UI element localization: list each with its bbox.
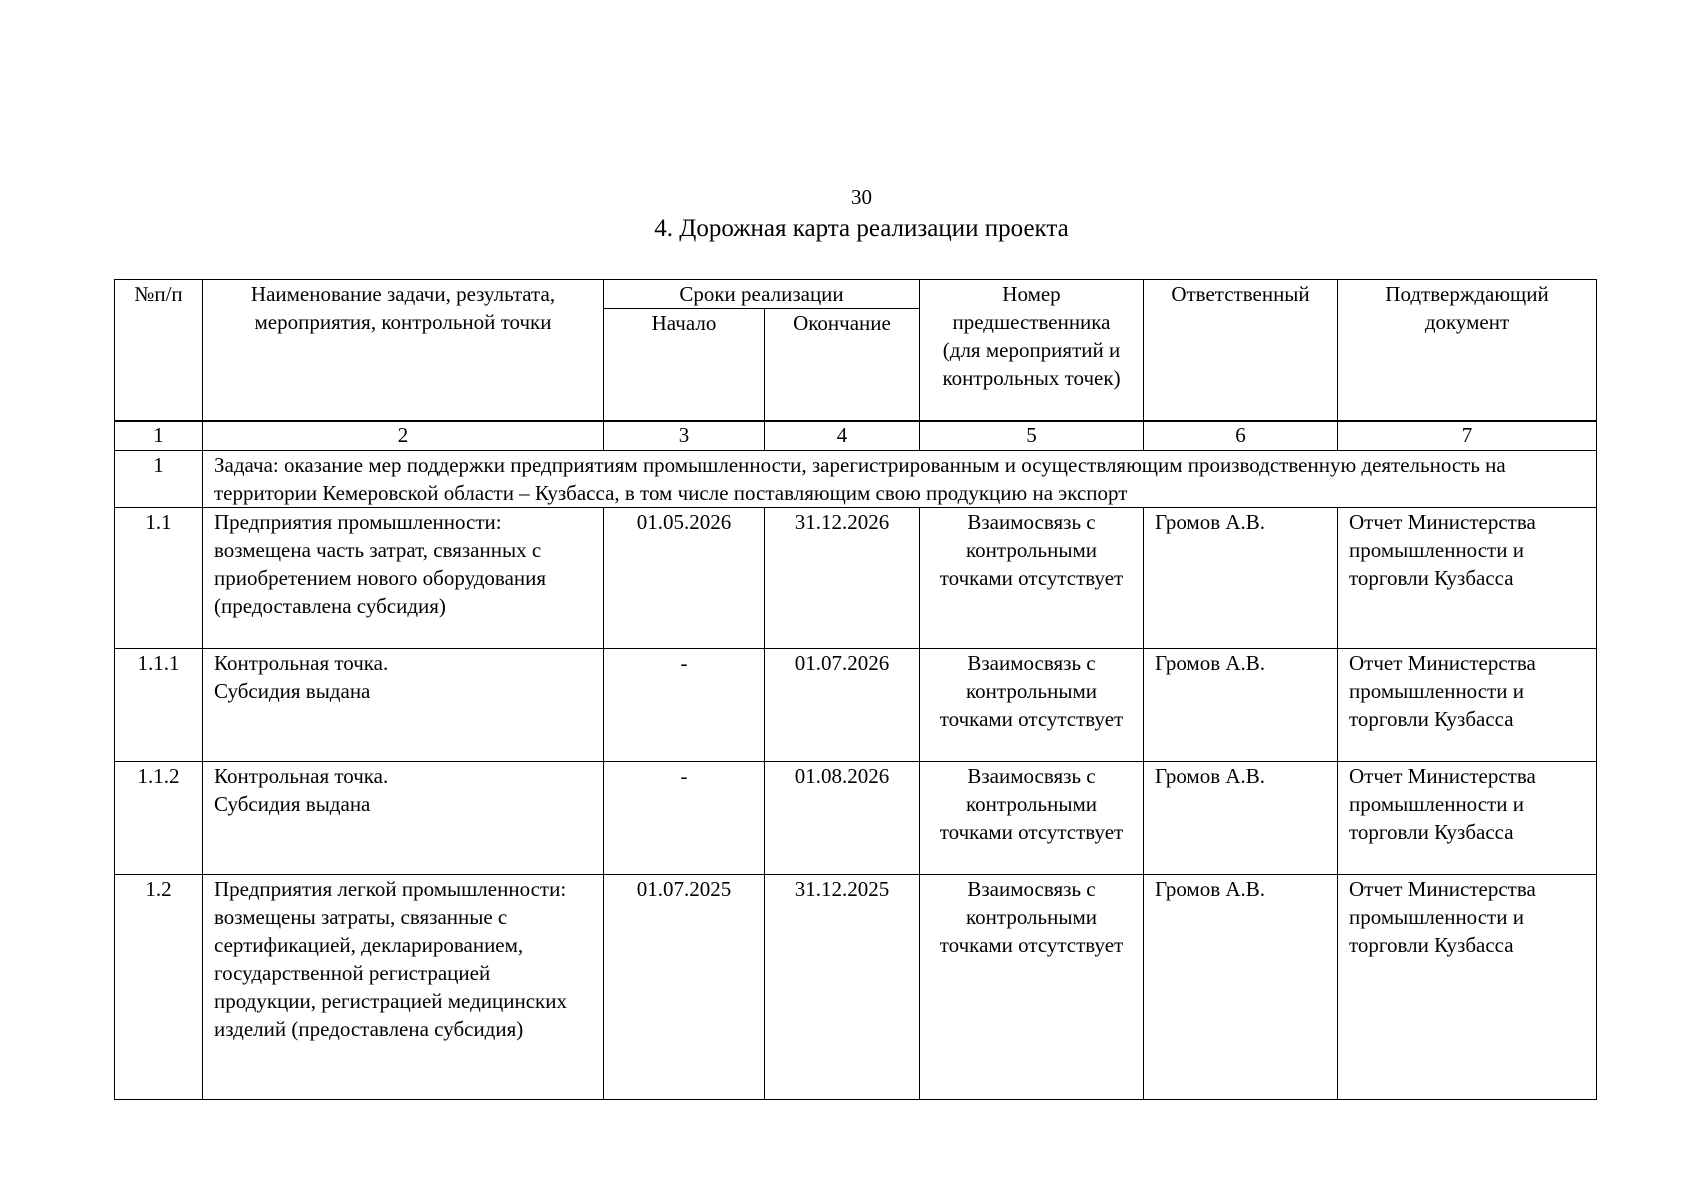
row-responsible: Громов А.В. [1144, 649, 1338, 762]
row-number: 1.1.2 [115, 762, 203, 875]
header-start: Начало [604, 309, 765, 421]
header-row [115, 280, 1597, 309]
row-predecessor: Взаимосвязь с контрольными точками отсутствует [920, 762, 1144, 875]
row-responsible: Громов А.В. [1144, 875, 1338, 1100]
column-number: 3 [604, 422, 765, 451]
header-responsible: Ответственный [1144, 280, 1338, 421]
task-row [115, 451, 1597, 508]
column-number: 2 [203, 422, 604, 451]
row-start: - [604, 762, 765, 875]
task-text: Задача: оказание мер поддержки предприятиям промышленности, зарегистрированным и осуществляющим производственную деятельность на территории Кемеровской области – Кузбасса, в том числе поставляющим свою продукцию на экспорт [203, 451, 1597, 508]
column-number: 1 [115, 422, 203, 451]
column-number: 7 [1338, 422, 1597, 451]
header-predecessor: Номер предшественника (для мероприятий и контрольных точек) [920, 280, 1144, 421]
task-number: 1 [115, 451, 203, 508]
row-document: Отчет Министерства промышленности и торговли Кузбасса [1338, 875, 1597, 1100]
table-row [115, 875, 1597, 1100]
row-start: 01.05.2026 [604, 508, 765, 649]
row-predecessor: Взаимосвязь с контрольными точками отсутствует [920, 875, 1144, 1100]
row-end: 01.07.2026 [765, 649, 920, 762]
row-start: - [604, 649, 765, 762]
row-number: 1.1 [115, 508, 203, 649]
row-number: 1.1.1 [115, 649, 203, 762]
column-number: 5 [920, 422, 1144, 451]
row-number: 1.2 [115, 875, 203, 1100]
row-responsible: Громов А.В. [1144, 508, 1338, 649]
row-name: Контрольная точка. Субсидия выдана [203, 649, 604, 762]
table-row [115, 508, 1597, 649]
header-num: №п/п [115, 280, 203, 421]
row-predecessor: Взаимосвязь с контрольными точками отсутствует [920, 508, 1144, 649]
row-name: Предприятия легкой промышленности: возмещены затраты, связанные с сертификацией, декларированием, государственной регистрацией продукции, регистрацией медицинских изделий (предоставлена субсидия) [203, 875, 604, 1100]
row-end: 31.12.2026 [765, 508, 920, 649]
table-row [115, 649, 1597, 762]
column-number: 4 [765, 422, 920, 451]
header-terms: Сроки реализации [604, 280, 920, 309]
row-start: 01.07.2025 [604, 875, 765, 1100]
header-name: Наименование задачи, результата, мероприятия, контрольной точки [203, 280, 604, 421]
row-document: Отчет Министерства промышленности и торговли Кузбасса [1338, 649, 1597, 762]
table-row [115, 762, 1597, 875]
column-number-row [115, 422, 1597, 451]
row-responsible: Громов А.В. [1144, 762, 1338, 875]
row-end: 01.08.2026 [765, 762, 920, 875]
row-end: 31.12.2025 [765, 875, 920, 1100]
header-end: Окончание [765, 309, 920, 421]
page-number: 30 [851, 185, 872, 209]
row-document: Отчет Министерства промышленности и торговли Кузбасса [1338, 762, 1597, 875]
header-document: Подтверждающий документ [1338, 280, 1597, 421]
document-title: 4. Дорожная карта реализации проекта [654, 215, 1069, 242]
row-predecessor: Взаимосвязь с контрольными точками отсутствует [920, 649, 1144, 762]
row-name: Предприятия промышленности: возмещена часть затрат, связанных с приобретением нового оборудования (предоставлена субсидия) [203, 508, 604, 649]
column-number: 6 [1144, 422, 1338, 451]
roadmap-table [114, 279, 1597, 1100]
row-name: Контрольная точка. Субсидия выдана [203, 762, 604, 875]
row-document: Отчет Министерства промышленности и торговли Кузбасса [1338, 508, 1597, 649]
